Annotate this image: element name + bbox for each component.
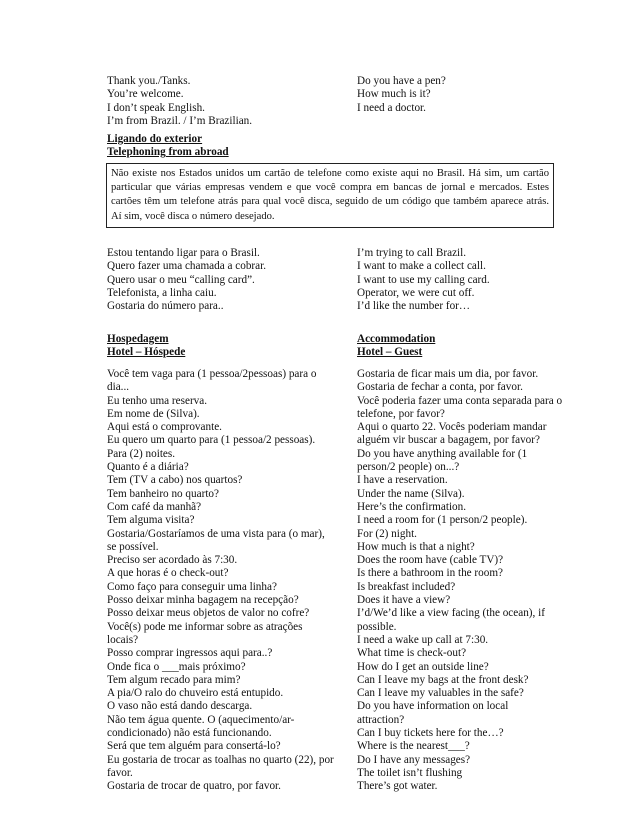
phrase-line: I need a room for (1 person/2 people). [357, 514, 528, 527]
phrase-line: condicionado) não está funcionando. [107, 727, 272, 740]
phrase-line: Do you have a pen? [357, 75, 446, 87]
phrase-line: How much is that a night? [357, 540, 475, 553]
phrase-line: Posso comprar ingressos aqui para..? [107, 647, 273, 660]
phrase-line: Tem algum recado para mim? [107, 673, 241, 686]
phrase-line: Aqui o quarto 22. Vocês poderiam mandar [357, 421, 547, 434]
phrase-line: Do you have information on local [357, 700, 509, 713]
phrase-line: A pia/O ralo do chuveiro está entupido. [107, 687, 284, 700]
phrase-line: Onde fica o ___mais próximo? [107, 660, 246, 673]
heading-english: Telephoning from abroad [107, 146, 229, 159]
phrase-line: The toilet isn’t flushing [357, 766, 463, 779]
phrase-line: What time is check-out? [357, 647, 467, 660]
note-text: Não existe nos Estados unidos um cartão de telefone como existe aqui no Brasil. Há sim, um cartão particular que várias empresas vendem e que você compra em bancas de jornal e mercados. Estes cartões têm um telefone atrás para qual você disca, seguido de um código que também aparece atrás. Aí sim, você disca o número desejado. [111, 168, 549, 222]
phrase-line: Thank you./Tanks. [107, 75, 191, 87]
phrase-line: Can I leave my bags at the front desk? [357, 673, 529, 686]
section-heading-accommodation [357, 333, 557, 360]
phrase-line: I’m from Brazil. / I’m Brazilian. [107, 114, 253, 127]
phrase-line: Será que tem alguém para consertá-lo? [107, 740, 281, 753]
phrase-line: Como faço para conseguir uma linha? [107, 580, 277, 593]
phrase-line: Does it have a view? [357, 594, 451, 607]
phrase-line: I’m trying to call Brazil. [357, 247, 467, 259]
phrase-line: favor. [107, 766, 133, 779]
phrase-line: I have a reservation. [357, 474, 448, 487]
section-heading-hospedagem [107, 333, 337, 360]
phrase-line: alguém vir buscar a bagagem, por favor? [357, 434, 540, 447]
phrase-line: Posso deixar minha bagagem na recepção? [107, 594, 299, 607]
phrase-line: Quero fazer uma chamada a cobrar. [107, 260, 267, 273]
phrase-line: se possível. [107, 540, 159, 553]
phrase-line: A que horas é o check-out? [107, 567, 229, 580]
phrase-line: Is breakfast included? [357, 580, 456, 593]
phrase-line: I’d like the number for… [357, 300, 471, 313]
phrase-line: Tem (TV a cabo) nos quartos? [107, 474, 243, 487]
section-heading-telephone [107, 133, 307, 160]
phrase-line: Você poderia fazer uma conta separada para o [357, 394, 563, 407]
phrase-line: How much is it? [357, 88, 431, 101]
phrase-line: Tem alguma visita? [107, 514, 195, 527]
heading-portuguese: Ligando do exterior [107, 133, 203, 145]
phrase-line: Can I buy tickets here for the…? [357, 727, 504, 740]
phrase-line: Aqui está o comprovante. [107, 421, 222, 434]
phrase-line: telefone, por favor? [357, 407, 445, 420]
phrase-line: Com café da manhã? [107, 500, 202, 513]
phrase-line: Where is the nearest___? [357, 740, 470, 753]
phrase-line: There’s got water. [357, 780, 438, 793]
phrase-line: Em nome de (Silva). [107, 407, 200, 420]
phrase-line: Do you have anything available for (1 [357, 447, 528, 460]
phrase-line: Tem banheiro no quarto? [107, 487, 219, 500]
phrase-line: attraction? [357, 713, 405, 726]
phrase-line: person/2 people) on...? [357, 461, 460, 474]
hotel-phrases-right-column [357, 368, 562, 794]
phrase-line: Você(s) pode me informar sobre as atrações [107, 620, 303, 633]
phrase-line: I need a doctor. [357, 101, 426, 114]
phrase-line: locais? [107, 633, 139, 646]
phrase-line: Você tem vaga para (1 pessoa/2pessoas) para o [107, 368, 317, 380]
hotel-phrases-left-column [107, 368, 347, 794]
phrase-line: I don’t speak English. [107, 101, 205, 114]
phrase-line: Quero usar o meu “calling card”. [107, 273, 255, 286]
calling-card-note-box [106, 163, 554, 228]
phrase-line: Gostaria/Gostaríamos de uma vista para (o mar), [107, 527, 325, 540]
phrase-line: You’re welcome. [107, 88, 184, 101]
phrase-line: Telefonista, a linha caiu. [107, 286, 217, 299]
phrase-line: For (2) night. [357, 527, 417, 540]
phrase-line: I want to make a collect call. [357, 260, 486, 273]
phrase-line: Preciso ser acordado às 7:30. [107, 554, 238, 567]
phrase-line: Para (2) noites. [107, 447, 176, 460]
phrase-line: Posso deixar meus objetos de valor no cofre? [107, 607, 310, 620]
heading-english: Accommodation [357, 333, 436, 345]
phrase-line: dia... [107, 381, 130, 394]
phrase-line: Quanto é a diária? [107, 461, 189, 474]
phrase-line: Eu quero um quarto para (1 pessoa/2 pessoas). [107, 434, 316, 447]
phrase-line: Operator, we were cut off. [357, 286, 475, 299]
phrase-line: Não tem água quente. O (aquecimento/ar- [107, 713, 295, 726]
phrase-line: Here’s the confirmation. [357, 500, 467, 513]
heading-portuguese: Hospedagem [107, 333, 169, 345]
phrase-line: possible. [357, 620, 397, 633]
phrase-list-top-left [107, 75, 337, 128]
phrase-line: Eu gostaria de trocar as toalhas no quarto (22), por [107, 753, 334, 766]
phrase-line: I want to use my calling card. [357, 273, 490, 286]
phone-phrases-english [357, 247, 557, 313]
phrase-line: I need a wake up call at 7:30. [357, 633, 489, 646]
phrase-line: Gostaria de fechar a conta, por favor. [357, 381, 523, 394]
phrase-line: Gostaria de trocar de quatro, por favor. [107, 780, 281, 793]
phrase-line: How do I get an outside line? [357, 660, 489, 673]
heading-portuguese-sub: Hotel – Hóspede [107, 346, 186, 359]
phone-phrases-portuguese [107, 247, 337, 313]
phrase-line: Gostaria de ficar mais um dia, por favor. [357, 368, 539, 380]
phrase-line: I’d/We’d like a view facing (the ocean), if [357, 607, 545, 620]
phrase-line: O vaso não está dando descarga. [107, 700, 253, 713]
heading-english-sub: Hotel – Guest [357, 346, 423, 359]
phrase-line: Under the name (Silva). [357, 487, 465, 500]
phrase-line: Estou tentando ligar para o Brasil. [107, 247, 260, 259]
phrase-line: Does the room have (cable TV)? [357, 554, 504, 567]
phrase-line: Can I leave my valuables in the safe? [357, 687, 524, 700]
phrase-line: Gostaria do número para.. [107, 300, 224, 313]
phrase-line: Is there a bathroom in the room? [357, 567, 504, 580]
phrase-list-top-right [357, 75, 557, 115]
phrase-line: Eu tenho uma reserva. [107, 394, 208, 407]
phrase-line: Do I have any messages? [357, 753, 471, 766]
